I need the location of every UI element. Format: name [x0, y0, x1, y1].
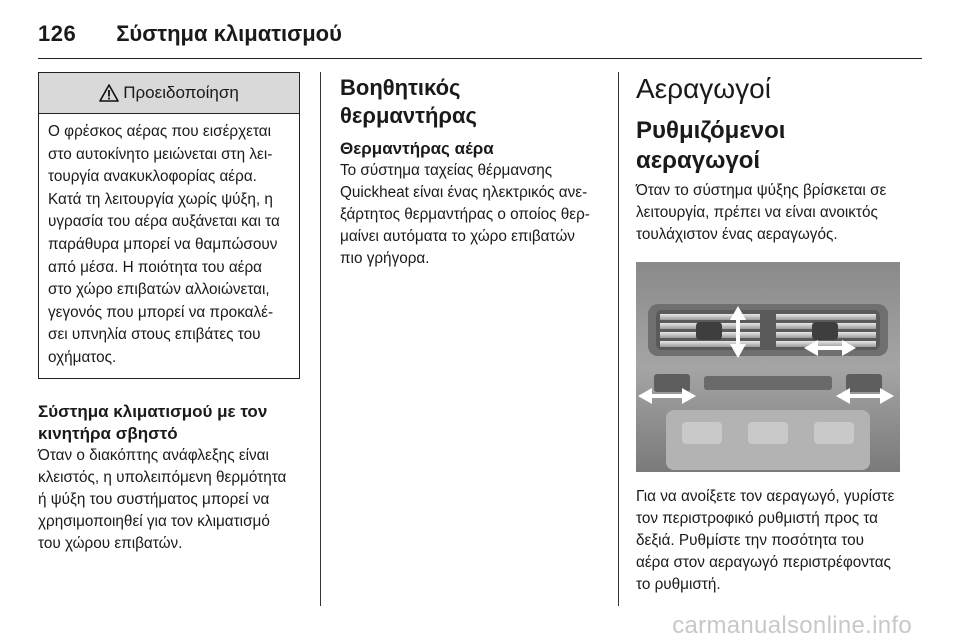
text-line: Το σύστημα ταχείας θέρμανσης [340, 162, 553, 179]
page-number: 126 [38, 21, 77, 46]
text-line: παράθυρα μπορεί να θαμπώσουν [48, 235, 278, 253]
text-line: στο χώρο επιβατών αλλοιώνεται, [48, 281, 270, 299]
aux-heater-text [340, 160, 602, 270]
adjustable-vents-subheading: Ρυθμιζόμενοι αεραγωγοί [636, 117, 786, 174]
heading-line: Σύστημα κλιματισμού με τον [38, 401, 268, 421]
text-line: οχήματος. [48, 348, 117, 366]
page-header [38, 14, 342, 54]
text-line: λειτουργία, πρέπει να είναι ανοικτός [636, 204, 878, 221]
column-right [636, 72, 902, 596]
heading-line: κινητήρα σβηστό [38, 423, 178, 443]
text-line: χρησιμοποιηθεί για τον κλιματισμό [38, 512, 270, 530]
header-rule [38, 58, 922, 59]
text-line: Όταν το σύστημα ψύξης βρίσκεται σε [636, 182, 887, 199]
engine-off-heading [38, 401, 302, 445]
chapter-title: Σύστημα κλιματισμού [116, 21, 342, 46]
text-line: γεγονός που μπορεί να προκαλέ- [48, 303, 274, 321]
text-line: πιο γρήγορα. [340, 250, 430, 267]
air-vents-heading: Αεραγωγοί [636, 73, 771, 104]
text-line: Όταν ο διακόπτης ανάφλεξης είναι [38, 446, 269, 464]
warning-triangle-icon [99, 84, 119, 102]
watermark: carmanualsonline.info [672, 612, 912, 639]
text-line: Quickheat είναι ένας ηλεκτρικός ανε- [340, 184, 588, 201]
column-middle [340, 72, 602, 270]
air-vents-intro [636, 180, 902, 246]
text-line: κλειστός, η υπολειπόμενη θερμότητα [38, 468, 287, 486]
air-vents-photo [636, 262, 900, 472]
column-divider-left [320, 72, 321, 606]
engine-off-text [38, 445, 302, 555]
text-line: δεξιά. Ρυθμίστε την ποσότητα του [636, 532, 864, 549]
text-line: μαίνει αυτόματα το χώρο επιβατών [340, 228, 575, 245]
text-line: σει υπνηλία στους επιβάτες του [48, 326, 261, 344]
warning-title: Προειδοποίηση [123, 83, 239, 102]
text-line: Ο φρέσκος αέρας που εισέρχεται [48, 123, 272, 140]
column-left [38, 72, 302, 555]
air-vents-instructions [636, 486, 902, 596]
air-heater-subheading: Θερμαντήρας αέρα [340, 139, 494, 158]
text-line: ή ψύξη του συστήματος μπορεί να [38, 490, 270, 508]
text-line: τουλάχιστον ένας αεραγωγός. [636, 226, 838, 243]
text-line: Για να ανοίξετε τον αεραγωγό, γυρίστε [636, 488, 895, 505]
text-line: Κατά τη λειτουργία χωρίς ψύξη, η [48, 190, 273, 208]
warning-box [38, 72, 300, 379]
text-line: τον περιστροφικό ρυθμιστή προς τα [636, 510, 879, 527]
text-line: του χώρου επιβατών. [38, 534, 183, 552]
column-divider-right [618, 72, 619, 606]
text-line: ξάρτητος θερμαντήρας ο οποίος θερ- [340, 206, 590, 223]
warning-header [39, 73, 299, 114]
text-line: αέρα στον αεραγωγό περιστρέφοντας [636, 554, 891, 571]
warning-text [39, 114, 299, 378]
text-line: από μέσα. Η ποιότητα του αέρα [48, 258, 263, 276]
text-line: τουργία ανακυκλοφορίας αέρα. [48, 168, 257, 186]
text-line: το ρυθμιστή. [636, 576, 721, 593]
text-line: υγρασία του αέρα αυξάνεται και τα [48, 213, 280, 231]
aux-heater-heading: Βοηθητικός θερμαντήρας [340, 75, 477, 128]
text-line: στο αυτοκίνητο μειώνεται στη λει- [48, 145, 273, 163]
dashboard-vents-illustration [636, 262, 900, 472]
